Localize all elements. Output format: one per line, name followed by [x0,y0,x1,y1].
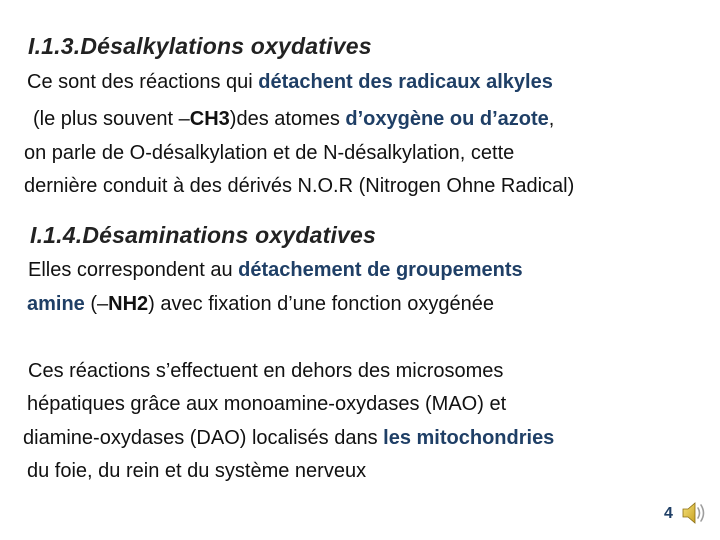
text-run: ) avec fixation d’une fonction oxygénée [148,293,494,315]
text-run: (– [84,293,109,315]
paragraph3-line-1 [28,361,503,381]
section2-line-2 [27,294,494,314]
text-run: diamine-oxydases (DAO) localisés dans [23,427,384,449]
speaker-icon[interactable] [680,498,710,528]
highlight-text: d’oxygène ou d’azote [345,108,549,130]
highlight-text: amine [27,293,85,315]
highlight-text: détachent des radicaux alkyles [258,71,553,93]
paragraph3-line-4 [27,461,366,481]
text-run: Elles correspondent au [28,259,239,281]
text-run: )des atomes [229,108,346,130]
text-run: Ce sont des réactions qui [27,71,259,93]
page-number: 4 [664,505,673,522]
section1-line-3 [24,143,514,163]
section2-line-1 [28,260,523,280]
formula-ch3: CH3 [189,108,230,130]
text-run: hépatiques grâce aux monoamine-oxydases (MAO) et [27,393,507,415]
paragraph3-line-3 [23,428,554,448]
section1-line-2 [33,109,554,129]
highlight-text: détachement de groupements [238,259,523,281]
paragraph3-line-2 [27,394,506,414]
text-run: du foie, du rein et du système nerveux [27,460,367,482]
text-run: Ces réactions s’effectuent en dehors des microsomes [28,360,504,382]
section1-line-1 [27,72,553,92]
section-heading-desalkylations: I.1.3.Désalkylations oxydatives [28,33,372,59]
section-heading-desaminations: I.1.4.Désaminations oxydatives [30,222,377,248]
section1-line-4 [24,176,574,196]
highlight-text: les mitochondries [383,427,555,449]
formula-nh2: NH2 [108,293,149,315]
text-run: on parle de O-désalkylation et de N-désalkylation, cette [24,142,515,164]
speaker-icon-graphic [680,498,710,528]
text-run: (le plus souvent – [33,108,190,130]
text-run: dernière conduit à des dérivés N.O.R (Nitrogen Ohne Radical) [24,175,575,197]
text-run: , [548,108,555,130]
